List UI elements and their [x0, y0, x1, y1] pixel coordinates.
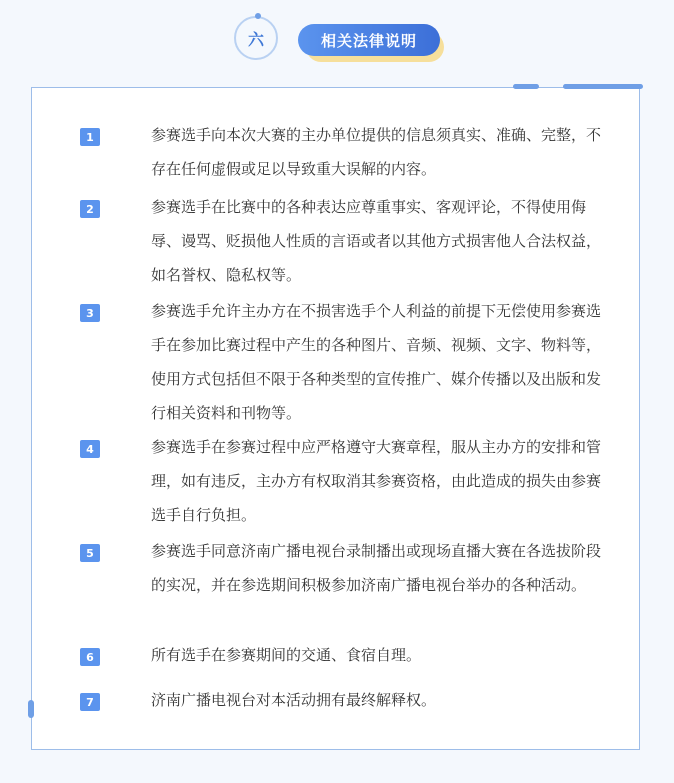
- item-number-badge: 1: [80, 128, 100, 146]
- section-number: 六: [247, 29, 264, 49]
- section-header: [0, 0, 674, 80]
- decorative-bar-left: [28, 700, 34, 718]
- decorative-bar-long: [563, 84, 643, 89]
- item-text: 参赛选手允许主办方在不损害选手个人利益的前提下无偿使用参赛选手在参加比赛过程中产生的各种图片、音频、视频、文字、物料等，使用方式包括但不限于各种类型的宣传推广、媒介传播以及出版和发行相关资料和刊物等。: [151, 302, 602, 422]
- section-title-pill: [298, 24, 440, 56]
- item-number-badge: 2: [80, 200, 100, 218]
- item-text: 参赛选手在比赛中的各种表达应尊重事实、客观评论，不得使用侮辱、谩骂、贬损他人性质的言语或者以其他方式损害他人合法权益，如名誉权、隐私权等。: [151, 198, 602, 284]
- section-number-circle: [234, 16, 278, 60]
- item-text: 所有选手在参赛期间的交通、食宿自理。: [151, 646, 422, 664]
- item-number-badge: 5: [80, 544, 100, 562]
- item-number-badge: 4: [80, 440, 100, 458]
- item-number-badge: 3: [80, 304, 100, 322]
- section-title: 相关法律说明: [320, 31, 417, 50]
- item-text: 济南广播电视台对本活动拥有最终解释权。: [151, 691, 437, 709]
- decorative-dot: [255, 13, 261, 19]
- item-text: 参赛选手向本次大赛的主办单位提供的信息须真实、准确、完整，不存在任何虚假或足以导致重大误解的内容。: [151, 126, 602, 178]
- decorative-bar-short: [513, 84, 539, 89]
- item-text: 参赛选手在参赛过程中应严格遵守大赛章程，服从主办方的安排和管理，如有违反，主办方有权取消其参赛资格，由此造成的损失由参赛选手自行负担。: [151, 438, 602, 524]
- item-number-badge: 6: [80, 648, 100, 666]
- item-number-badge: 7: [80, 693, 100, 711]
- item-text: 参赛选手同意济南广播电视台录制播出或现场直播大赛在各选拔阶段的实况，并在参选期间积极参加济南广播电视台举办的各种活动。: [151, 542, 602, 594]
